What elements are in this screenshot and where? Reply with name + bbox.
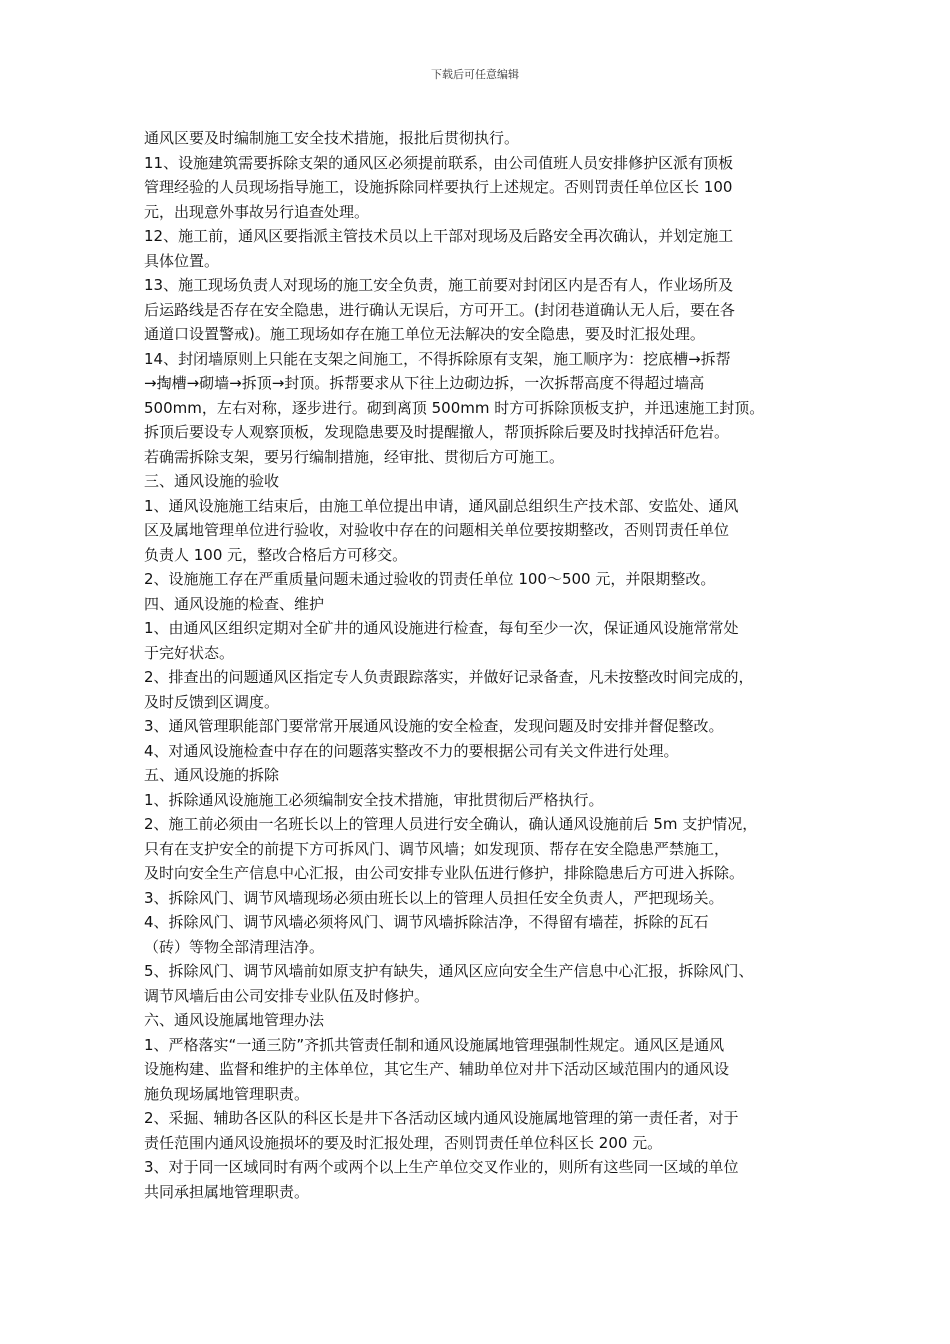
text-line: 2、施工前必须由一名班长以上的管理人员进行安全确认，确认通风设施前后 5m 支护情况， (144, 815, 758, 833)
text-line: 负责人 100 元，整改合格后方可移交。 (144, 545, 408, 564)
document-body (144, 126, 819, 1204)
text-line: 3、对于同一区域同时有两个或两个以上生产单位交叉作业的，则所有这些同一区域的单位 (144, 1158, 739, 1176)
section-heading: 三、通风设施的验收 (144, 472, 280, 490)
text-line: 及时向安全生产信息中心汇报，由公司安排专业队伍进行修护，排除隐患后方可进入拆除。 (144, 864, 745, 882)
text-line: 元，出现意外事故另行追查处理。 (144, 202, 370, 221)
text-line: 500mm，左右对称，逐步进行。砌到离顶 500mm 时方可拆除顶板支护，并迅速施工封顶。 (144, 398, 765, 417)
section-heading: 六、通风设施属地管理办法 (144, 1011, 325, 1029)
text-line: 4、拆除风门、调节风墙必须将风门、调节风墙拆除洁净，不得留有墙茬，拆除的瓦石 (144, 913, 709, 931)
text-line: 拆顶后要设专人观察顶板，发现隐患要及时提醒撤人，帮顶拆除后要及时找掉活矸危岩。 (144, 423, 730, 441)
text-line: 4、对通风设施检查中存在的问题落实整改不力的要根据公司有关文件进行处理。 (144, 741, 679, 760)
text-line: 若确需拆除支架，要另行编制措施，经审批、贯彻后方可施工。 (144, 447, 565, 466)
text-line: 后运路线是否存在安全隐患，进行确认无误后，方可开工。(封闭巷道确认无人后，要在各 (144, 300, 735, 319)
text-line: 5、拆除风门、调节风墙前如原支护有缺失，通风区应向安全生产信息中心汇报，拆除风门、 (144, 962, 754, 980)
text-line: 管理经验的人员现场指导施工，设施拆除同样要执行上述规定。否则罚责任单位区长 100 (144, 178, 733, 196)
text-line: 通风区要及时编制施工安全技术措施，报批后贯彻执行。 (144, 129, 520, 147)
text-line: 14、封闭墙原则上只能在支架之间施工，不得拆除原有支架，施工顺序为：挖底槽→拆帮 (144, 349, 731, 368)
text-line: 于完好状态。 (144, 643, 235, 662)
text-line: 3、拆除风门、调节风墙现场必须由班长以上的管理人员担任安全负责人，严把现场关。 (144, 888, 724, 907)
text-line: 责任范围内通风设施损坏的要及时汇报处理，否则罚责任单位科区长 200 元。 (144, 1133, 663, 1152)
section-heading: 五、通风设施的拆除 (144, 766, 280, 784)
text-line: 共同承担属地管理职责。 (144, 1182, 310, 1201)
text-line: 只有在支护安全的前提下方可拆风门、调节风墙；如发现顶、帮存在安全隐患严禁施工， (144, 839, 730, 858)
text-line: →掏槽→砌墙→拆顶→封顶。拆帮要求从下往上边砌边拆，一次拆帮高度不得超过墙高 (144, 374, 705, 392)
text-line: 调节风墙后由公司安排专业队伍及时修护。 (144, 986, 430, 1005)
text-line: （砖）等物全部清理洁净。 (144, 937, 325, 956)
text-line: 11、设施建筑需要拆除支架的通风区必须提前联系，由公司值班人员安排修护区派有顶板 (144, 153, 734, 172)
text-line: 1、严格落实“一通三防”齐抓共管责任制和通风设施属地管理强制性规定。通风区是通风 (144, 1035, 725, 1054)
text-line: 具体位置。 (144, 251, 220, 270)
text-line: 13、施工现场负责人对现场的施工安全负责，施工前要对封闭区内是否有人，作业场所及 (144, 276, 734, 294)
text-line: 1、由通风区组织定期对全矿井的通风设施进行检查，每旬至少一次，保证通风设施常常处 (144, 619, 739, 637)
text-line: 设施构建、监督和维护的主体单位，其它生产、辅助单位对井下活动区域范围内的通风设 (144, 1060, 730, 1078)
text-line: 区及属地管理单位进行验收，对验收中存在的问题相关单位要按期整改，否则罚责任单位 (144, 521, 730, 539)
text-line: 1、通风设施施工结束后，由施工单位提出申请，通风副总组织生产技术部、安监处、通风 (144, 496, 739, 515)
section-heading: 四、通风设施的检查、维护 (144, 594, 325, 613)
text-line: 2、排查出的问题通风区指定专人负责跟踪落实，并做好记录备查，凡未按整改时间完成的， (144, 668, 754, 686)
text-line: 施负现场属地管理职责。 (144, 1084, 310, 1103)
text-line: 及时反馈到区调度。 (144, 692, 280, 711)
page-header: 下载后可任意编辑 (431, 68, 519, 81)
text-line: 通道口设置警戒)。施工现场如存在施工单位无法解决的安全隐患，要及时汇报处理。 (144, 325, 705, 343)
text-line: 2、设施施工存在严重质量问题未通过验收的罚责任单位 100～500 元，并限期整改。 (144, 570, 716, 588)
text-line: 1、拆除通风设施施工必须编制安全技术措施，审批贯彻后严格执行。 (144, 790, 604, 809)
text-line: 2、采掘、辅助各区队的科区长是井下各活动区域内通风设施属地管理的第一责任者，对于 (144, 1109, 739, 1127)
text-line: 3、通风管理职能部门要常常开展通风设施的安全检查，发现问题及时安排并督促整改。 (144, 717, 724, 735)
text-line: 12、施工前，通风区要指派主管技术员以上干部对现场及后路安全再次确认，并划定施工 (144, 227, 734, 245)
